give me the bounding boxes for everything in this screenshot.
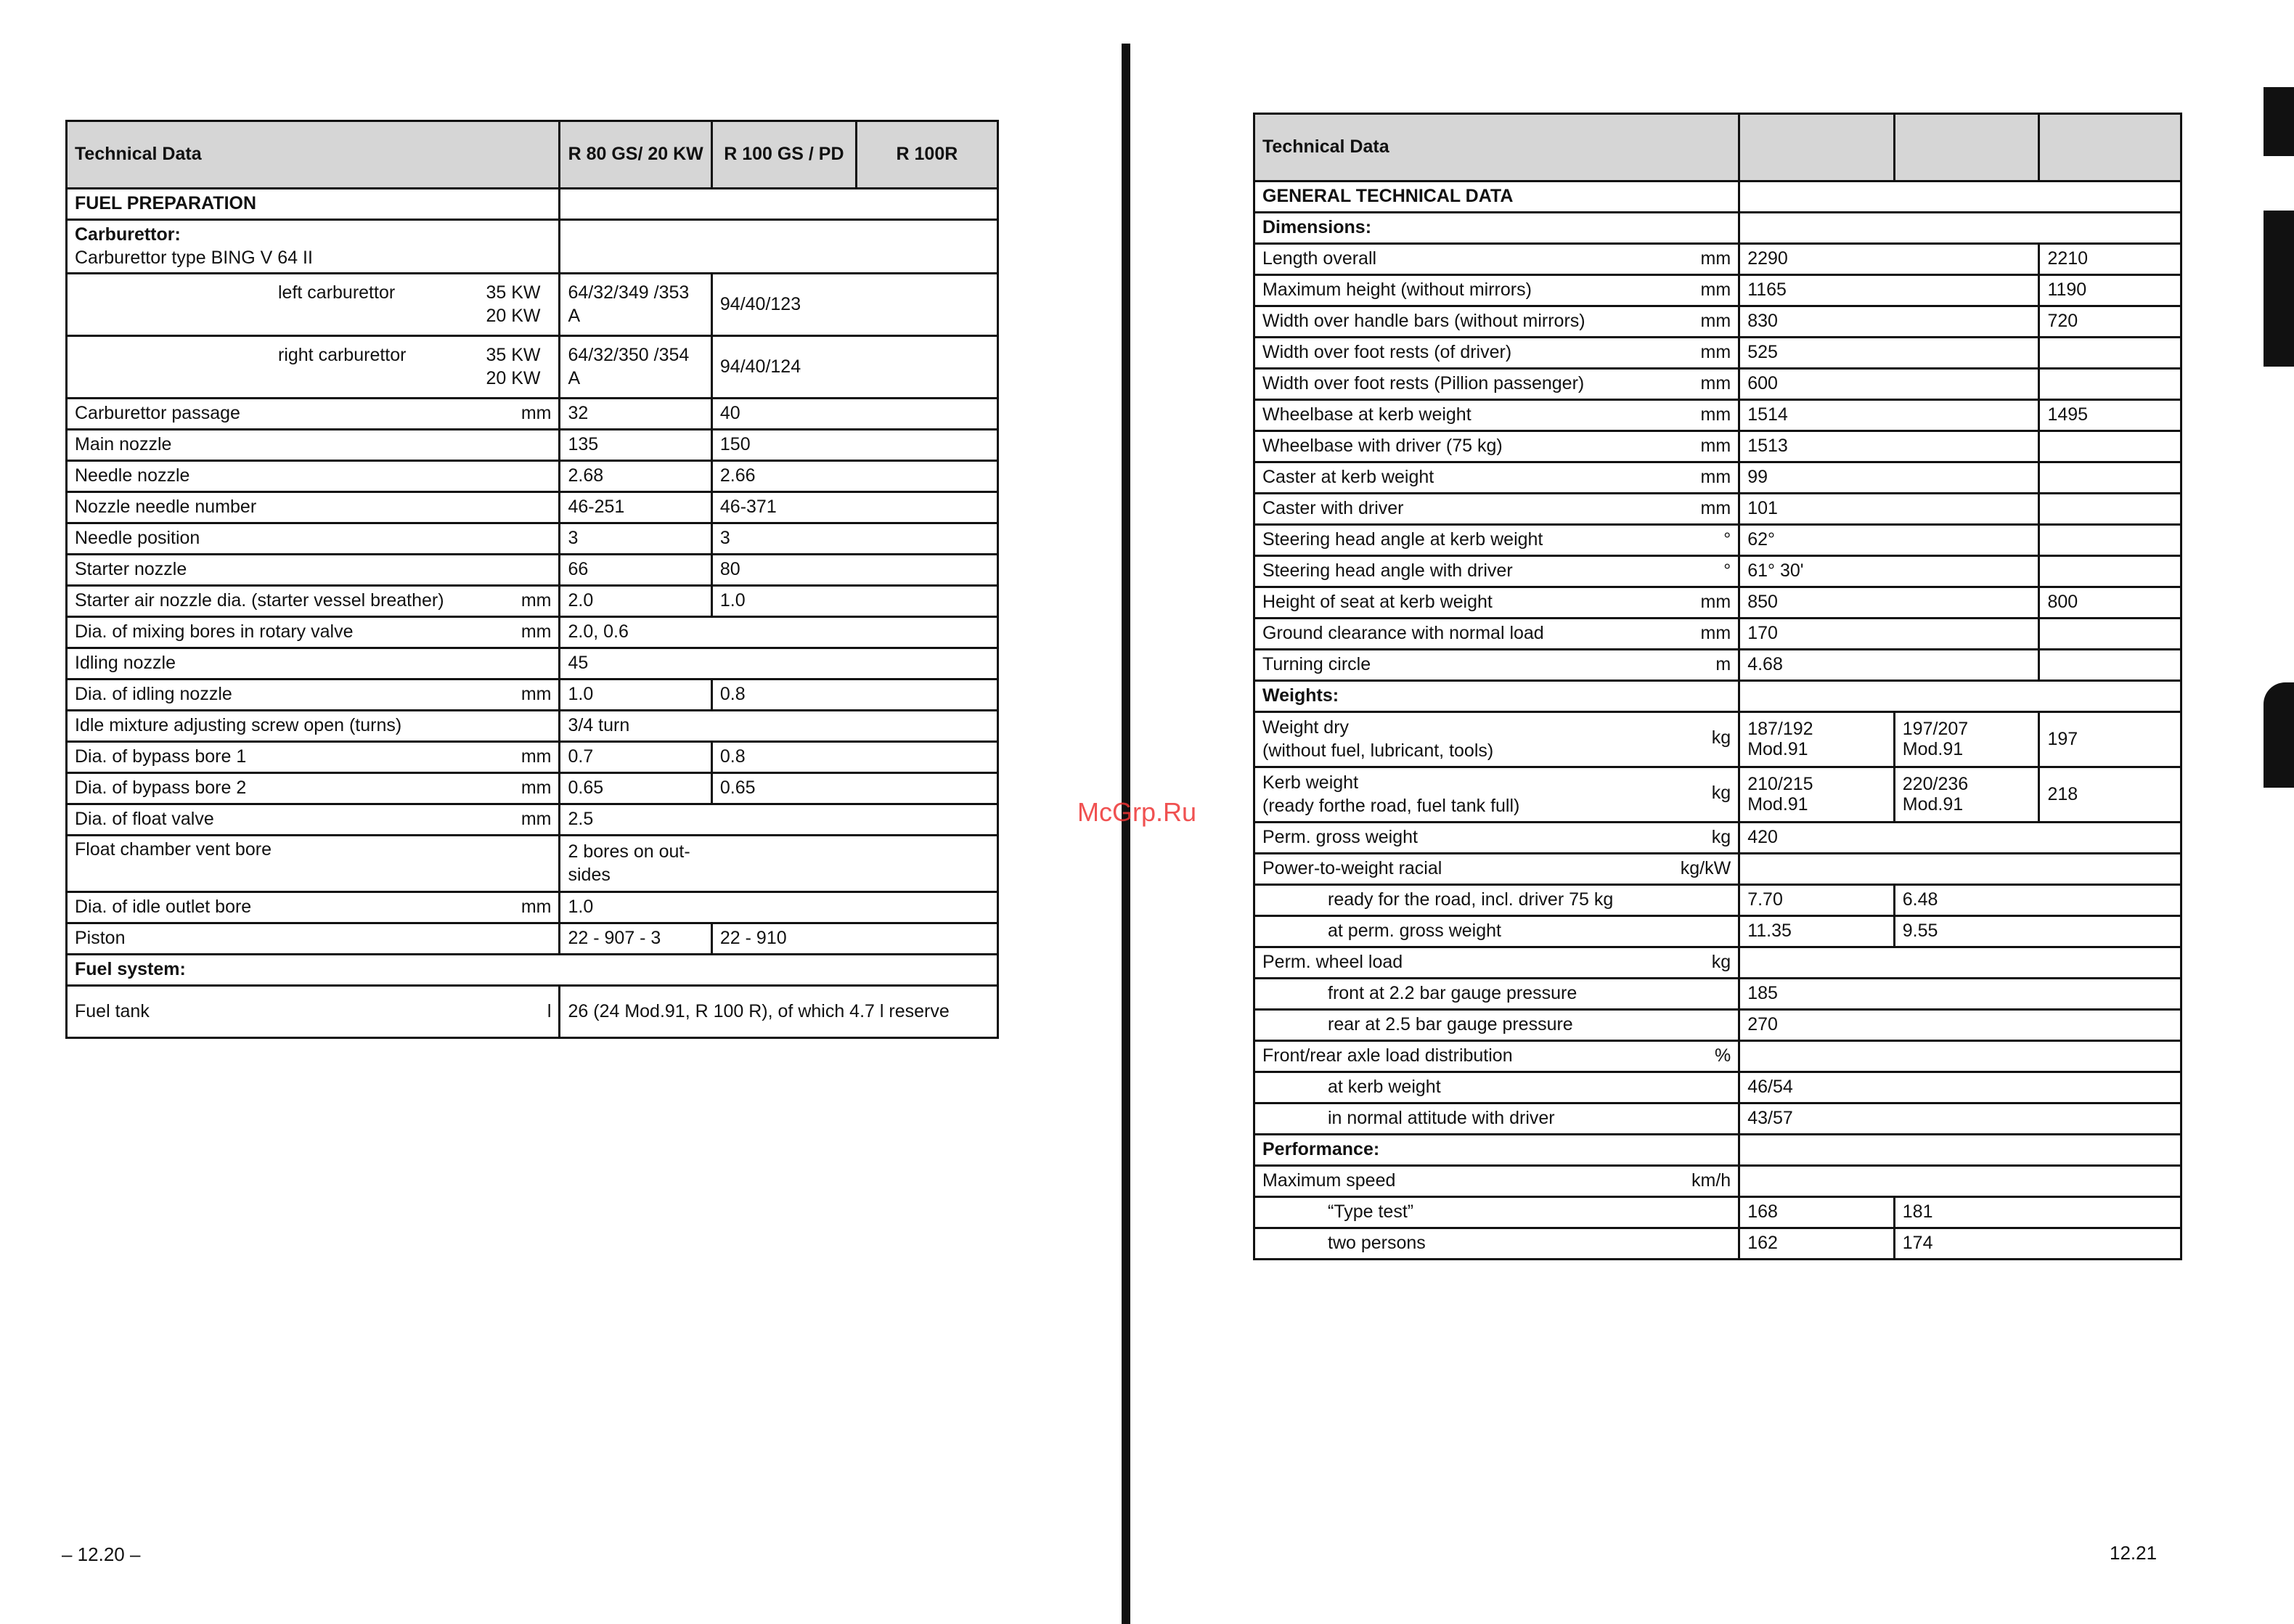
spec-row-value-2: 0.8 (711, 742, 997, 773)
indent-row-label: rear at 2.5 bar gauge pressure (1254, 1010, 1739, 1041)
table-row (67, 430, 998, 461)
max-speed-label: Maximum speed (1262, 1170, 1396, 1191)
fuel-tank-cell (67, 986, 560, 1038)
table-row (1254, 494, 2181, 525)
empty-cell (560, 220, 998, 274)
axle-cell (1254, 1041, 1739, 1072)
dim-row-unit: mm (1700, 279, 1731, 301)
dim-row-label-cell (1254, 244, 1739, 275)
general-technical-data-table (1253, 113, 2182, 1260)
dim-row-unit: ° (1723, 560, 1731, 582)
spec-row-label: Needle position (75, 528, 200, 549)
edge-mark-3 (2264, 682, 2294, 788)
spec-row-value-1: 0.7 (560, 742, 711, 773)
spec-row-label: Needle nozzle (75, 465, 190, 486)
vent-label: Float chamber vent bore (67, 836, 560, 892)
section-general-technical-data: GENERAL TECHNICAL DATA (1254, 181, 1739, 213)
kerb-weight-v1a: 210/215 (1747, 774, 1813, 794)
spec-row-label-cell (67, 773, 560, 804)
dim-row-unit: m (1715, 654, 1731, 675)
fuel-tank-value: 26 (24 Mod.91, R 100 R), of which 4.7 l reserve (560, 986, 998, 1038)
dim-row-value-1: 4.68 (1739, 650, 2039, 681)
table-row (1254, 885, 2181, 916)
spec-row-value-2: 80 (711, 555, 997, 586)
table-row (1254, 400, 2181, 431)
spec-row-label: Dia. of bypass bore 1 (75, 746, 247, 767)
dim-row-unit: mm (1700, 592, 1731, 613)
spec-row-label-cell (67, 430, 560, 461)
table-row (67, 680, 998, 711)
float-valve-cell (67, 804, 560, 836)
kerb-weight-label-1: Kerb weight (1262, 772, 1359, 793)
empty-cell (1739, 181, 2181, 213)
right-carb-value-2: 94/40/124 (711, 336, 997, 399)
dim-row-label: Width over foot rests (Pillion passenger) (1262, 373, 1585, 394)
spec-row-value-2: 0.65 (711, 773, 997, 804)
dim-row-label: Caster with driver (1262, 498, 1404, 519)
dim-row-value-1: 101 (1739, 494, 2039, 525)
table-row (67, 492, 998, 523)
indent-row-label: ready for the road, incl. driver 75 kg (1254, 885, 1739, 916)
indent-row-value-2: 174 (1894, 1228, 2181, 1260)
spec-row-value-2: 46-371 (711, 492, 997, 523)
empty-cell (1739, 1041, 2181, 1072)
performance-title: Performance: (1254, 1135, 1739, 1166)
dim-row-label: Ground clearance with normal load (1262, 623, 1544, 644)
table-row (1254, 979, 2181, 1010)
ptw-cell (1254, 854, 1739, 885)
dim-row-value-1: 1513 (1739, 431, 2039, 462)
spec-row-unit: mm (521, 684, 552, 705)
dim-row-label-cell (1254, 275, 1739, 306)
max-speed-unit: km/h (1691, 1170, 1731, 1191)
kerb-weight-v2a: 220/236 (1902, 774, 1969, 794)
table-row (1254, 306, 2181, 338)
weight-dry-v2-cell (1894, 712, 2039, 767)
max-speed-cell (1254, 1166, 1739, 1197)
float-valve-label: Dia. of float valve (75, 809, 214, 830)
spec-row-label-cell (67, 399, 560, 430)
dim-row-value-3: 1495 (2039, 400, 2181, 431)
dim-row-unit: mm (1700, 498, 1731, 519)
table-row (1254, 619, 2181, 650)
spec-row-value-1: 1.0 (560, 680, 711, 711)
kerb-weight-cell (1254, 767, 1739, 823)
dim-row-value-3 (2039, 338, 2181, 369)
dim-row-value-1: 61° 30' (1739, 556, 2039, 587)
carburettor-type: Carburettor type BING V 64 II (75, 247, 313, 268)
right-page-number: 12.21 (2110, 1542, 2158, 1564)
axle-unit: % (1714, 1045, 1731, 1066)
weight-dry-cell (1254, 712, 1739, 767)
table-row (1254, 462, 2181, 494)
weight-dry-v1-cell (1739, 712, 1895, 767)
indent-row-label: two persons (1254, 1228, 1739, 1260)
edge-mark-1 (2264, 87, 2294, 156)
table-row (1254, 1010, 2181, 1041)
dim-row-unit: mm (1700, 436, 1731, 457)
dim-row-value-1: 525 (1739, 338, 2039, 369)
dim-row-label: Maximum height (without mirrors) (1262, 279, 1532, 301)
dim-row-label-cell (1254, 650, 1739, 681)
idle-outlet-label: Dia. of idle outlet bore (75, 897, 252, 918)
vent-value: 2 bores on out- sides (568, 841, 690, 885)
dim-row-label-cell (1254, 400, 1739, 431)
indent-row-value-1: 168 (1739, 1197, 1895, 1228)
dim-row-unit: mm (1700, 623, 1731, 644)
dim-row-label: Width over handle bars (without mirrors) (1262, 311, 1585, 332)
dim-row-label-cell (1254, 587, 1739, 619)
dim-row-label: Wheelbase at kerb weight (1262, 404, 1471, 425)
idle-outlet-value: 1.0 (560, 892, 998, 923)
gross-label: Perm. gross weight (1262, 827, 1418, 848)
left-carb-label: left carburettor (278, 282, 396, 303)
indent-row-value: 43/57 (1739, 1103, 2181, 1135)
dim-row-value-1: 1165 (1739, 275, 2039, 306)
indent-row-value: 46/54 (1739, 1072, 2181, 1103)
spec-row-value-1: 2.0 (560, 586, 711, 617)
spec-row-label-cell (67, 742, 560, 773)
spec-row-label: Nozzle needle number (75, 497, 257, 518)
spec-row-unit: mm (521, 778, 552, 799)
idle-outlet-cell (67, 892, 560, 923)
book-binding (1122, 44, 1130, 1624)
idling-value: 45 (560, 648, 998, 680)
wheel-load-unit: kg (1711, 952, 1731, 973)
kerb-weight-v1-cell (1739, 767, 1895, 823)
indent-row-value-1: 7.70 (1739, 885, 1895, 916)
table-row (67, 461, 998, 492)
spec-row-unit: mm (521, 746, 552, 767)
spec-row-label-cell (67, 586, 560, 617)
kerb-weight-v1b: Mod.91 (1747, 793, 1808, 815)
spec-row-value-2: 0.8 (711, 680, 997, 711)
weights-title: Weights: (1254, 681, 1739, 712)
indent-row-value-1: 162 (1739, 1228, 1895, 1260)
right-carb-label: right carburettor (278, 345, 407, 366)
table-row (1254, 1103, 2181, 1135)
table-row (1254, 1228, 2181, 1260)
dim-row-label: Length overall (1262, 248, 1377, 269)
left-carb-kw1: 35 KW (486, 282, 541, 303)
spec-row-label-cell (67, 523, 560, 555)
empty-cell (1739, 947, 2181, 979)
indent-row-label: front at 2.2 bar gauge pressure (1254, 979, 1739, 1010)
spec-row-value-2: 40 (711, 399, 997, 430)
dim-row-value-1: 62° (1739, 525, 2039, 556)
indent-row-value: 270 (1739, 1010, 2181, 1041)
right-carb-value-1: 64/32/350 /354 A (560, 336, 711, 399)
dim-row-label-cell (1254, 619, 1739, 650)
dim-row-value-1: 1514 (1739, 400, 2039, 431)
spec-row-label: Dia. of bypass bore 2 (75, 778, 247, 799)
left-carb-cell (67, 274, 560, 336)
vent-value-cell (560, 836, 998, 892)
watermark: McGrp.Ru (1077, 797, 1197, 827)
spec-row-value-1: 135 (560, 430, 711, 461)
empty-cell (560, 189, 998, 220)
spec-row-value-1: 3 (560, 523, 711, 555)
table-row (1254, 1197, 2181, 1228)
spec-row-label-cell (67, 680, 560, 711)
wheel-load-label: Perm. wheel load (1262, 952, 1403, 973)
empty-cell (1739, 1135, 2181, 1166)
spec-row-label: Dia. of idling nozzle (75, 684, 232, 705)
dim-row-unit: mm (1700, 311, 1731, 332)
dim-row-label: Width over foot rests (of driver) (1262, 342, 1512, 363)
empty-cell (1739, 854, 2181, 885)
table-row (1254, 525, 2181, 556)
idling-label: Idling nozzle (67, 648, 560, 680)
table-row (67, 555, 998, 586)
dim-row-label: Steering head angle with driver (1262, 560, 1513, 582)
table-row (1254, 369, 2181, 400)
ptw-label: Power-to-weight racial (1262, 858, 1442, 879)
ptw-unit: kg/kW (1680, 858, 1731, 879)
spec-row-label: Starter air nozzle dia. (starter vessel breather) (75, 590, 444, 611)
empty-cell (1739, 213, 2181, 244)
dim-row-value-3: 2210 (2039, 244, 2181, 275)
table-row (1254, 338, 2181, 369)
header-col-r80gs: R 80 GS/ 20 KW (560, 121, 711, 189)
table-row (1254, 275, 2181, 306)
weight-dry-unit: kg (1711, 727, 1731, 748)
dim-row-label-cell (1254, 525, 1739, 556)
gross-unit: kg (1711, 827, 1731, 848)
dim-row-value-3: 800 (2039, 587, 2181, 619)
right-header-col1 (1739, 114, 1895, 181)
dim-row-unit: mm (1700, 342, 1731, 363)
indent-row-value-2: 6.48 (1894, 885, 2181, 916)
dim-row-value-1: 830 (1739, 306, 2039, 338)
dim-row-unit: ° (1723, 529, 1731, 550)
right-carb-kw2: 20 KW (486, 367, 541, 388)
fuel-system-title: Fuel system: (67, 955, 998, 986)
mixing-label: Dia. of mixing bores in rotary valve (75, 621, 354, 642)
empty-cell (1739, 681, 2181, 712)
table-row (1254, 244, 2181, 275)
dim-row-value-3: 1190 (2039, 275, 2181, 306)
dim-row-unit: mm (1700, 467, 1731, 488)
left-carb-kw2: 20 KW (486, 305, 541, 326)
weight-dry-label-2: (without fuel, lubricant, tools) (1262, 740, 1494, 761)
table-row (67, 742, 998, 773)
spec-row-label: Main nozzle (75, 434, 172, 455)
dim-row-label: Wheelbase with driver (75 kg) (1262, 436, 1503, 457)
kerb-weight-v2-cell (1894, 767, 2039, 823)
right-carb-kw1: 35 KW (486, 345, 541, 366)
fuel-tank-unit: l (547, 1000, 552, 1021)
dim-row-value-1: 2290 (1739, 244, 2039, 275)
left-carb-value-1: 64/32/349 /353 A (560, 274, 711, 336)
fuel-tank-label: Fuel tank (75, 1000, 150, 1021)
table-row (67, 523, 998, 555)
spec-row-label: Starter nozzle (75, 559, 187, 580)
spec-row-value-2: 3 (711, 523, 997, 555)
carburettor-title: Carburettor: (75, 224, 181, 245)
dim-row-label: Turning circle (1262, 654, 1371, 675)
section-fuel-preparation: FUEL PREPARATION (67, 189, 560, 220)
dim-row-label-cell (1254, 494, 1739, 525)
table-row (1254, 587, 2181, 619)
table-row (67, 399, 998, 430)
header-col-r100gs: R 100 GS / PD (711, 121, 856, 189)
mixing-label-cell (67, 617, 560, 648)
piston-value-2: 22 - 910 (711, 923, 997, 955)
piston-label: Piston (67, 923, 560, 955)
idle-mix-label: Idle mixture adjusting screw open (turns) (67, 711, 560, 742)
dim-row-label: Height of seat at kerb weight (1262, 592, 1493, 613)
spec-row-label-cell (67, 461, 560, 492)
dim-row-value-3 (2039, 431, 2181, 462)
table-row (67, 586, 998, 617)
fuel-preparation-table (65, 120, 999, 1039)
dim-row-label-cell (1254, 462, 1739, 494)
spec-row-value-1: 46-251 (560, 492, 711, 523)
table-row (67, 773, 998, 804)
spec-row-value-2: 150 (711, 430, 997, 461)
wheel-load-cell (1254, 947, 1739, 979)
dim-row-value-1: 99 (1739, 462, 2039, 494)
header-col-r100r: R 100R (856, 121, 997, 189)
spec-row-value-1: 2.68 (560, 461, 711, 492)
weight-dry-v1b: Mod.91 (1747, 738, 1808, 759)
right-header-col2 (1894, 114, 2039, 181)
dim-row-label-cell (1254, 431, 1739, 462)
table-row (1254, 431, 2181, 462)
dim-row-value-3 (2039, 619, 2181, 650)
dim-row-value-3 (2039, 462, 2181, 494)
float-valve-value: 2.5 (560, 804, 998, 836)
spec-row-value-1: 0.65 (560, 773, 711, 804)
gross-cell (1254, 823, 1739, 854)
indent-row-value-2: 181 (1894, 1197, 2181, 1228)
dim-row-value-3 (2039, 494, 2181, 525)
weight-dry-v2a: 197/207 (1902, 719, 1969, 739)
piston-value-1: 22 - 907 - 3 (560, 923, 711, 955)
mixing-unit: mm (521, 621, 552, 642)
idle-outlet-unit: mm (521, 897, 552, 918)
indent-row-label: at kerb weight (1254, 1072, 1739, 1103)
spec-row-value-2: 1.0 (711, 586, 997, 617)
empty-cell (1739, 1166, 2181, 1197)
idle-mix-value: 3/4 turn (560, 711, 998, 742)
carburettor-cell (67, 220, 560, 274)
dim-row-unit: mm (1700, 373, 1731, 394)
kerb-weight-v2b: Mod.91 (1902, 793, 1964, 815)
right-header-title: Technical Data (1254, 114, 1739, 181)
table-row (1254, 916, 2181, 947)
indent-row-value: 185 (1739, 979, 2181, 1010)
dim-row-unit: mm (1700, 404, 1731, 425)
gross-value: 420 (1739, 823, 2181, 854)
dim-row-value-3 (2039, 369, 2181, 400)
dimensions-title: Dimensions: (1254, 213, 1739, 244)
indent-row-label: “Type test” (1254, 1197, 1739, 1228)
dim-row-value-3 (2039, 556, 2181, 587)
indent-row-label: in normal attitude with driver (1254, 1103, 1739, 1135)
kerb-weight-v3: 218 (2039, 767, 2181, 823)
spec-row-label-cell (67, 492, 560, 523)
dim-row-label-cell (1254, 338, 1739, 369)
spec-row-unit: mm (521, 403, 552, 424)
weight-dry-v2b: Mod.91 (1902, 738, 1964, 759)
dim-row-value-1: 600 (1739, 369, 2039, 400)
left-carb-value-2: 94/40/123 (711, 274, 997, 336)
indent-row-value-1: 11.35 (1739, 916, 1895, 947)
right-carb-cell (67, 336, 560, 399)
table-row (1254, 1072, 2181, 1103)
weight-dry-v1a: 187/192 (1747, 719, 1813, 739)
spec-row-value-2: 2.66 (711, 461, 997, 492)
indent-row-label: at perm. gross weight (1254, 916, 1739, 947)
edge-mark-2 (2264, 211, 2294, 367)
spec-row-label: Carburettor passage (75, 403, 240, 424)
dim-row-label-cell (1254, 369, 1739, 400)
spec-row-value-1: 66 (560, 555, 711, 586)
header-title: Technical Data (67, 121, 560, 189)
mixing-value: 2.0, 0.6 (560, 617, 998, 648)
dim-row-label: Caster at kerb weight (1262, 467, 1434, 488)
weight-dry-v3: 197 (2039, 712, 2181, 767)
dim-row-value-3: 720 (2039, 306, 2181, 338)
table-row (1254, 556, 2181, 587)
right-header-col3 (2039, 114, 2181, 181)
weight-dry-label-1: Weight dry (1262, 717, 1350, 738)
dim-row-label-cell (1254, 306, 1739, 338)
dim-row-label-cell (1254, 556, 1739, 587)
dim-row-value-3 (2039, 525, 2181, 556)
float-valve-unit: mm (521, 809, 552, 830)
indent-row-value-2: 9.55 (1894, 916, 2181, 947)
table-row (1254, 650, 2181, 681)
kerb-weight-label-2: (ready forthe road, fuel tank full) (1262, 795, 1520, 816)
dim-row-unit: mm (1700, 248, 1731, 269)
dim-row-value-3 (2039, 650, 2181, 681)
left-page-number: – 12.20 – (62, 1543, 141, 1565)
spec-row-unit: mm (521, 590, 552, 611)
dim-row-value-1: 850 (1739, 587, 2039, 619)
kerb-weight-unit: kg (1711, 783, 1731, 804)
spec-row-label-cell (67, 555, 560, 586)
axle-label: Front/rear axle load distribution (1262, 1045, 1513, 1066)
spec-row-value-1: 32 (560, 399, 711, 430)
dim-row-value-1: 170 (1739, 619, 2039, 650)
dim-row-label: Steering head angle at kerb weight (1262, 529, 1543, 550)
